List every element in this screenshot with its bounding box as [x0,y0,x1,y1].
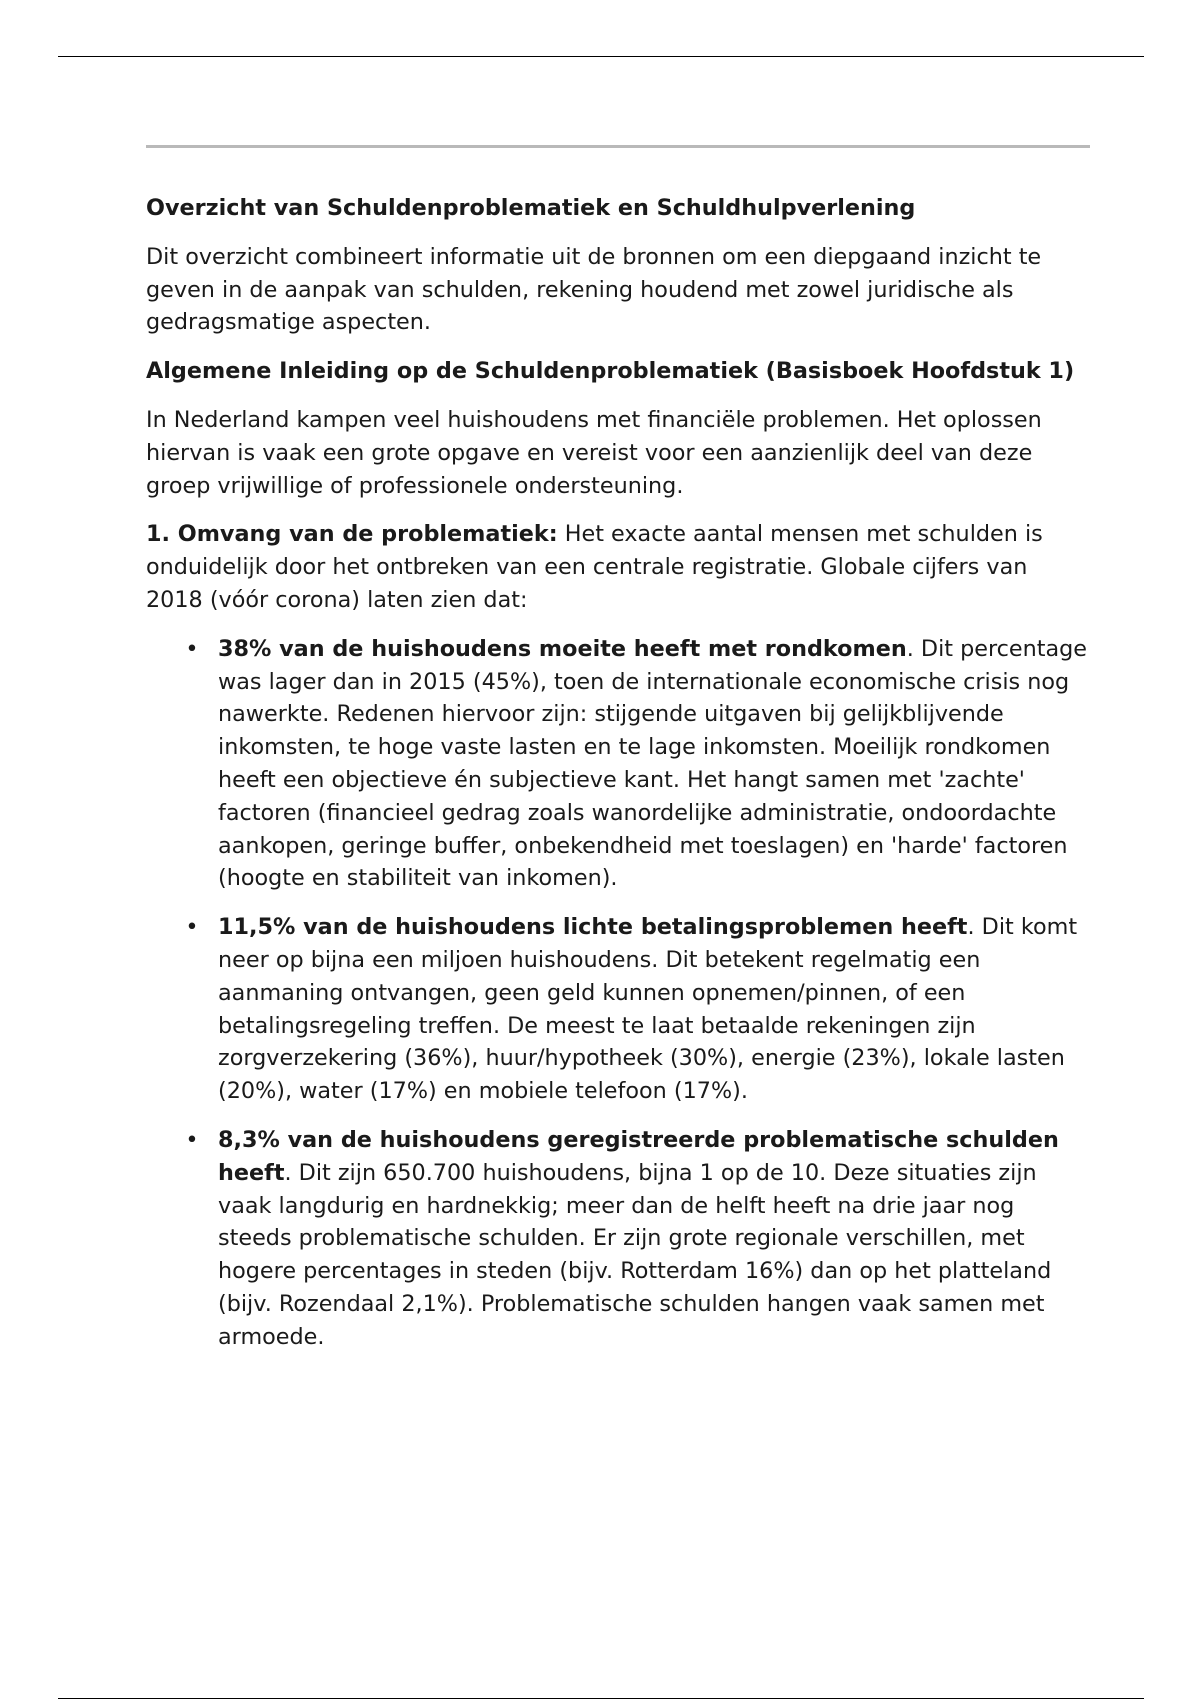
page-bottom-rule [58,1698,1144,1699]
bullet-icon: • [185,635,199,662]
section-intro-paragraph: In Nederland kampen veel huishoudens met financiële problemen. Het oplossen hiervan is vaak een grote opgave en vereist voor een aanzienlijk deel van deze groep vrijwillige of professionele ondersteuning. [146,406,1042,499]
document-title: Overzicht van Schuldenproblematiek en Schuldhulpverlening [146,195,916,221]
list-item-text: . Dit percentage was lager dan in 2015 (45%), toen de internationale economische crisis nog nawerkte. Redenen hiervoor zijn: stijgende uitgaven bij gelijkblijvende inkomsten, te hoge vaste lasten en te lage inkomsten. Moeilijk rondkomen heeft een objectieve én subjectieve kant. Het hangt samen met 'zachte' factoren (financieel gedrag zoals wanordelijke administratie, ondoordachte aankopen, geringe buffer, onbekendheid met toeslagen) en 'harde' factoren (hoogte en stabiliteit van inkomen). [218,635,1088,892]
list-item-bold: 8,3% van de huishoudens geregistreerde problematische schulden heeft [218,1126,1059,1186]
list-item-text: . Dit komt neer op bijna een miljoen huishoudens. Dit betekent regelmatig een aanmaning ontvangen, geen geld kunnen opnemen/pinnen, of een betalingsregeling treffen. De meest te laat betaalde rekeningen zijn zorgverzekering (36%), huur/hypotheek (30%), energie (23%), lokale lasten (20%), water (17%) en mobiele telefoon (17%). [218,914,1078,1105]
bullet-icon: • [185,1126,199,1153]
list-item-text: . Dit zijn 650.700 huishoudens, bijna 1 op de 10. Deze situaties zijn vaak langdurig en hardnekkig; meer dan de helft heeft na drie jaar nog steeds problematische schulden. Er zijn grote regionale verschillen, met hogere percentages in steden (bijv. Rotterdam 16%) dan op het platteland (bijv. Rozendaal 2,1%). Problematische schulden hangen vaak samen met armoede. [218,1159,1052,1350]
page-top-rule [58,56,1144,57]
intro-paragraph: Dit overzicht combineert informatie uit de bronnen om een diepgaand inzicht te geven in de aanpak van schulden, rekening houdend met zowel juridische als gedragsmatige aspecten. [146,243,1042,336]
list-item [146,1124,1090,1354]
statistics-list [146,633,1090,1354]
section-divider [146,145,1090,148]
bullet-icon: • [185,914,199,941]
list-item-bold: 11,5% van de huishoudens lichte betalingsproblemen heeft [218,914,968,941]
list-item [146,911,1090,1108]
list-item [146,633,1090,895]
omvang-label: 1. Omvang van de problematiek: [146,521,558,548]
document-body [146,145,1090,1370]
omvang-paragraph [146,518,1090,616]
omvang-text: Het exacte aantal mensen met schulden is onduidelijk door het ontbreken van een centrale registratie. Globale cijfers van 2018 (vóór corona) laten zien dat: [146,521,1043,613]
list-item-bold: 38% van de huishoudens moeite heeft met rondkomen [218,635,907,662]
section-heading: Algemene Inleiding op de Schuldenproblematiek (Basisboek Hoofdstuk 1) [146,358,1075,385]
